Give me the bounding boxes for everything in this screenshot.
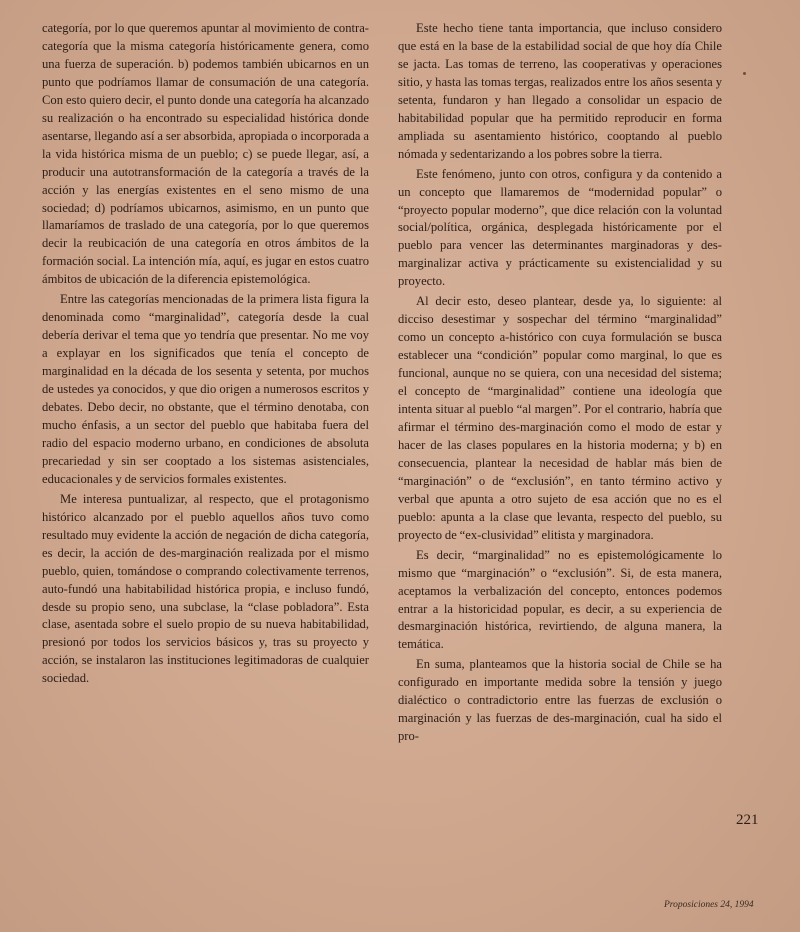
- page-number: 221: [736, 812, 759, 828]
- paragraph: categoría, por lo que queremos apuntar al movimiento de contra-categoría que la misma categoría históricamente genera, como una fuerza de superación. b) podemos también ubicarnos en un punto que podríamos llamar de consumación de una categoría. Con esto quiero decir, el punto donde una categoría ha alcanzado su realización o ha encontrado su especialidad histórica donde asentarse, llegando así a ser absorbida, apropiada o incorporada a la vida histórica misma de un pueblo; c) se puede llegar, así, a producir una autotransformación de la categoría a través de la acción y las energías existentes en el seno mismo de una sociedad; d) podríamos ubicarnos, asimismo, en un punto que llamaríamos de traslado de una categoría, por lo que queremos decir la reubicación de una categoría en otros ámbitos de la formación social. La intención mía, aquí, es jugar en estos cuatro ámbitos de ubicación de la diferencia epistemológica.: [42, 21, 369, 287]
- paragraph: Este fenómeno, junto con otros, configura y da contenido a un concepto que llamaremos de “modernidad popular” o “proyecto popular moderno”, que dice relación con la voluntad social/política, orgánica, desplegada históricamente por el pueblo para vencer las determinantes marginadoras y des-marginalizar activa y prácticamente su existencialidad y su proyecto.: [398, 166, 722, 289]
- paragraph: Entre las categorías mencionadas de la primera lista figura la denominada como “marginalidad”, categoría desde la cual debería derivar el tema que yo tendría que presentar. No me voy a explayar en los significados que tenía el concepto de marginalidad en la década de los sesenta y setenta, por muchos de ustedes ya conocidos, y que dio origen a numerosos escritos y debates. Debo decir, no obstante, que el término denotaba, con mucho énfasis, a un sector del pueblo que habitaba fuera del radio del espacio moderno urbano, en condiciones de absoluta precariedad y sin ser cooptado a los sistemas asistenciales, educacionales y de servicios formales existentes.: [42, 292, 369, 486]
- paragraph: Este hecho tiene tanta importancia, que incluso considero que está en la base de la estabilidad social de que hoy día Chile se jacta. Las tomas de terreno, las cooperativas y operaciones sitio, y hasta las tomas tergas, realizados entre los años sesenta y setenta, fundaron y han llegado a consolidar un espacio de habitabilidad popular que ha permitido reproducir en forma ampliada su asentamiento histórico, cooptando al pueblo nómada y sedentarizando a los pobres sobre la tierra.: [398, 21, 722, 161]
- paragraph: Al decir esto, deseo plantear, desde ya, lo siguiente: al dicciso desestimar y sospechar del término “marginalidad” como un concepto a-histórico con cuya formulación se busca establecer una “condición” popular como marginal, lo que es funcional, aunque no se quiera, con una necesidad del sistema; el concepto de “marginalidad” contiene una ideología que intenta situar al pueblo “al margen”. Por el contrario, habría que afirmar el término des-marginación como el modo de estar y hacer de las clases populares en la historia moderna; y b) en consecuencia, plantear la necesidad de hablar más bien de “marginación” o de “exclusión”, en tanto término activo y verbal que apunta a otro sujeto de esa acción que no es el pueblo: apunta a la clase que levanta, respecto del pueblo, su proyecto de “ex-clusividad” elitista y marginadora.: [398, 294, 722, 542]
- left-text-column: [42, 20, 369, 688]
- journal-footer: Proposiciones 24, 1994: [664, 900, 754, 910]
- right-text-column: [398, 20, 722, 746]
- paragraph: En suma, planteamos que la historia social de Chile se ha configurado en importante medida sobre la tensión y juego dialéctico o contradictorio entre las fuerzas de exclusión o marginación y las fuerzas de des-marginación, cual ha sido el pro-: [398, 657, 722, 744]
- paragraph: Es decir, “marginalidad” no es epistemológicamente lo mismo que “marginación” o “exclusión”. Si, de esta manera, aceptamos la verbalización del concepto, entonces podemos entrar a la historicidad popular, es decir, a su experiencia de desmarginación histórica, revirtiendo, de alguna manera, la temática.: [398, 547, 722, 652]
- paragraph: Me interesa puntualizar, al respecto, que el protagonismo histórico alcanzado por el pueblo aquellos años tuvo como resultado muy evidente la acción de negación de dicha categoría, es decir, la acción de des-marginación realizada por el mismo pueblo, quien, tomándose o comprando colectivamente terrenos, auto-fundó una habitabilidad histórica propia, e incluso fundó, desde su propio seno, una subclase, la “clase pobladora”. Esta clase, asentada sobre el suelo propio de su nueva habitabilidad, presionó por todos los servicios básicos y, tras su proyecto y acción, se instalaron las instituciones legitimadoras de cualquier sociedad.: [42, 491, 369, 686]
- paper-speck: [743, 72, 746, 75]
